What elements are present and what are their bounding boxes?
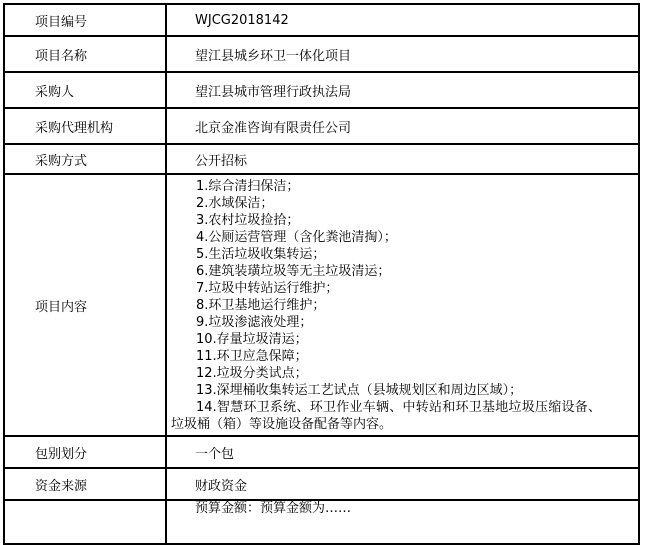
- content-item: 5.生活垃圾收集转运；: [196, 247, 326, 262]
- content-item: 11.环卫应急保障；: [196, 349, 308, 364]
- document-page: [3, 3, 640, 545]
- table-row-project-number: [4, 4, 639, 36]
- content-item: 8.环卫基地运行维护；: [196, 298, 326, 313]
- row-label: 资金来源: [4, 468, 166, 500]
- table-row-purchaser: [4, 72, 639, 108]
- row-label: [4, 500, 166, 544]
- content-item: 1.综合清扫保洁；: [196, 179, 300, 194]
- row-label: 项目名称: [4, 36, 166, 72]
- row-label: 采购方式: [4, 144, 166, 174]
- content-item: 9.垃圾渗滤液处理；: [196, 315, 313, 330]
- row-label: 采购代理机构: [4, 108, 166, 144]
- content-item: 6.建筑装璜垃圾等无主垃圾清运；: [196, 264, 391, 279]
- row-label: 项目内容: [4, 174, 166, 436]
- table-row-procurement-method: [4, 144, 639, 174]
- content-item: 14.智慧环卫系统、环卫作业车辆、中转站和环卫基地垃圾压缩设备、垃圾桶（箱）等设施设备配备等内容。: [171, 400, 601, 432]
- content-item: 2.水域保洁；: [196, 196, 274, 211]
- content-item: 7.垃圾中转站运行维护；: [196, 281, 339, 296]
- row-label: 包别划分: [4, 436, 166, 468]
- table-row-partial-clipped: [4, 500, 639, 544]
- row-value: 财政资金: [166, 468, 639, 500]
- row-value: 一个包: [166, 436, 639, 468]
- table-row-project-name: [4, 36, 639, 72]
- content-item: 3.农村垃圾捡拾；: [196, 213, 300, 228]
- row-value: WJCG2018142: [166, 4, 639, 36]
- row-value-project-content: [166, 174, 639, 436]
- row-value: 公开招标: [166, 144, 639, 174]
- content-item: 12.垃圾分类试点；: [196, 366, 308, 381]
- table-row-agency: [4, 108, 639, 144]
- content-item: 4.公厕运营管理（含化粪池清掏）；: [196, 230, 397, 245]
- row-label: 项目编号: [4, 4, 166, 36]
- row-value: 北京金准咨询有限责任公司: [166, 108, 639, 144]
- table-row-funding-source: [4, 468, 639, 500]
- procurement-info-table: [3, 3, 640, 545]
- table-row-package-division: [4, 436, 639, 468]
- row-value: 预算金额：预算金额为……: [166, 500, 639, 544]
- content-item: 10.存量垃圾清运；: [196, 332, 308, 347]
- row-label: 采购人: [4, 72, 166, 108]
- row-value: 望江县城市管理行政执法局: [166, 72, 639, 108]
- row-value: 望江县城乡环卫一体化项目: [166, 36, 639, 72]
- content-item: 13.深埋桶收集转运工艺试点（县城规划区和周边区域）；: [196, 383, 523, 398]
- table-row-project-content: [4, 174, 639, 436]
